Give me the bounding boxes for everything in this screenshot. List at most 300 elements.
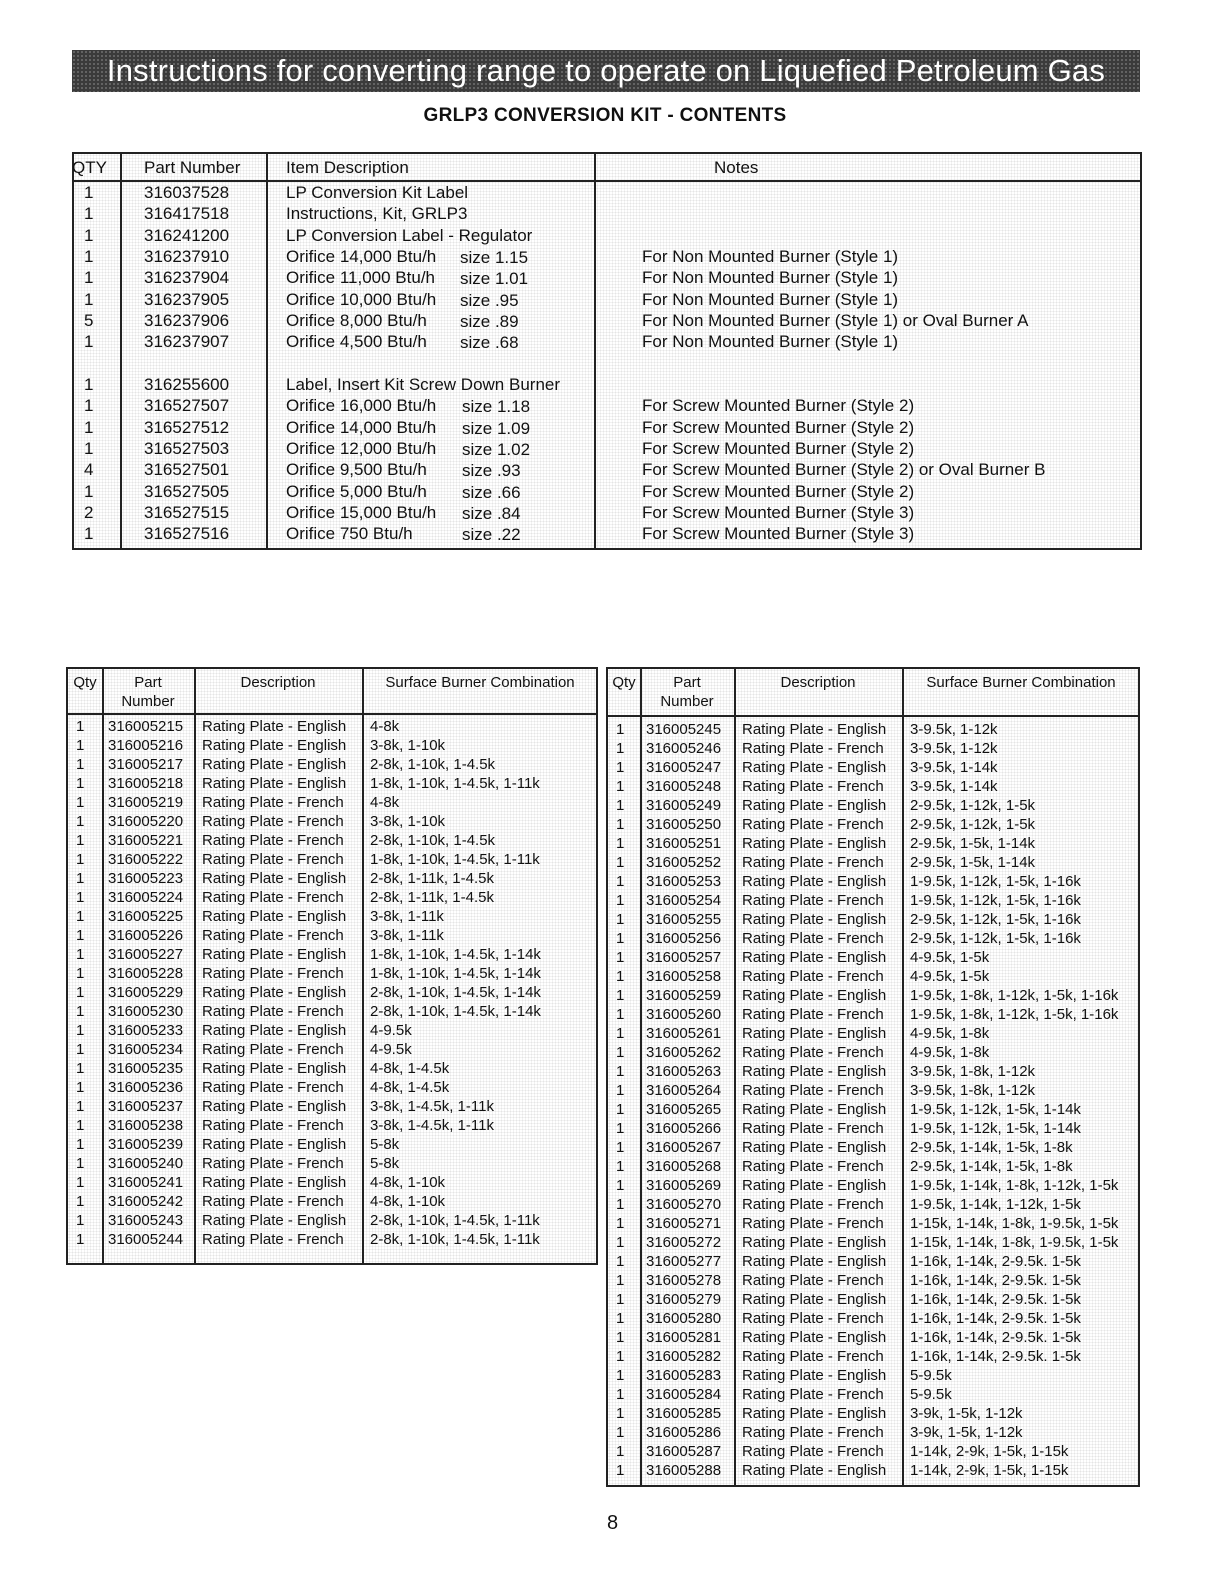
kit-qty-cell: 2: [84, 503, 94, 522]
kit-qty-cell: 1: [84, 183, 94, 202]
part-number-cell: 316005230: [108, 1003, 184, 1020]
description-cell: Rating Plate - English: [202, 756, 347, 773]
kit-description-cell: Orifice 14,000 Btu/h: [286, 418, 437, 437]
burner-combination-cell: 1-15k, 1-14k, 1-8k, 1-9.5k, 1-5k: [910, 1234, 1119, 1251]
burner-combination-cell: 4-9.5k: [370, 1041, 412, 1058]
description-cell: Rating Plate - English: [202, 775, 347, 792]
kit-part-number-cell: 316237905: [144, 290, 230, 309]
rating-plate-table-left: [66, 667, 598, 1265]
qty-cell: 1: [616, 1025, 625, 1042]
kit-part-number-cell: 316237906: [144, 311, 230, 330]
burner-combination-cell: 1-16k, 1-14k, 2-9.5k. 1-5k: [910, 1272, 1081, 1289]
kit-description-cell: LP Conversion Kit Label: [286, 183, 469, 202]
description-cell: Rating Plate - English: [202, 1060, 347, 1077]
part-number-cell: 316005242: [108, 1193, 184, 1210]
qty-cell: 1: [76, 775, 85, 792]
description-cell: Rating Plate - English: [202, 1022, 347, 1039]
burner-combination-cell: 2-9.5k, 1-14k, 1-5k, 1-8k: [910, 1158, 1073, 1175]
part-number-cell: 316005240: [108, 1155, 184, 1172]
burner-combination-cell: 3-8k, 1-11k: [370, 908, 444, 925]
table-row: [608, 1119, 1138, 1138]
table-row: [68, 1116, 596, 1135]
description-cell: Rating Plate - English: [742, 1234, 887, 1251]
header-part-number: [640, 673, 734, 711]
part-number-cell: 316005253: [646, 873, 722, 890]
burner-combination-cell: 3-8k, 1-4.5k, 1-11k: [370, 1098, 494, 1115]
part-number-cell: 316005282: [646, 1348, 722, 1365]
burner-combination-cell: 2-8k, 1-10k, 1-4.5k: [370, 756, 496, 773]
table-row: [68, 983, 596, 1002]
burner-combination-cell: 1-9.5k, 1-12k, 1-5k, 1-16k: [910, 873, 1081, 890]
kit-qty-cell: 1: [84, 268, 94, 287]
header-divider: [68, 713, 596, 715]
qty-cell: 1: [76, 832, 85, 849]
qty-cell: 1: [616, 1386, 625, 1403]
table-row: [608, 1176, 1138, 1195]
burner-combination-cell: 1-9.5k, 1-14k, 1-8k, 1-12k, 1-5k: [910, 1177, 1119, 1194]
kit-notes-cell: For Non Mounted Burner (Style 1): [642, 247, 899, 266]
description-cell: Rating Plate - English: [202, 718, 347, 735]
part-number-cell: 316005229: [108, 984, 184, 1001]
description-cell: Rating Plate - French: [202, 1041, 344, 1058]
part-number-cell: 316005249: [646, 797, 722, 814]
kit-contents-table: [72, 152, 1142, 550]
header-description: Description: [240, 674, 316, 691]
description-cell: Rating Plate - French: [202, 794, 344, 811]
burner-combination-cell: 3-8k, 1-10k: [370, 737, 446, 754]
kit-part-number-cell: 316527501: [144, 460, 230, 479]
table-row: [68, 1040, 596, 1059]
description-cell: Rating Plate - English: [202, 984, 347, 1001]
qty-cell: 1: [76, 984, 85, 1001]
qty-cell: 1: [76, 1193, 85, 1210]
part-number-cell: 316005278: [646, 1272, 722, 1289]
page-number: 8: [606, 1512, 619, 1534]
part-number-cell: 316005225: [108, 908, 184, 925]
kit-part-number-cell: 316255600: [144, 375, 230, 394]
burner-combination-cell: 1-16k, 1-14k, 2-9.5k. 1-5k: [910, 1253, 1081, 1270]
table-row: [608, 720, 1138, 739]
part-number-cell: 316005237: [108, 1098, 184, 1115]
kit-qty-cell: 1: [84, 226, 94, 245]
table-row: [608, 1442, 1138, 1461]
description-cell: Rating Plate - English: [742, 987, 887, 1004]
kit-qty-cell: 1: [84, 524, 94, 543]
burner-combination-cell: 1-16k, 1-14k, 2-9.5k. 1-5k: [910, 1329, 1081, 1346]
header-divider: [74, 180, 1140, 182]
page-banner: Instructions for converting range to operate on Liquefied Petroleum Gas: [72, 50, 1140, 92]
table-row: [68, 926, 596, 945]
description-cell: Rating Plate - English: [202, 1136, 347, 1153]
qty-cell: 1: [76, 1117, 85, 1134]
burner-combination-cell: 4-8k, 1-4.5k: [370, 1060, 450, 1077]
qty-cell: 1: [616, 1405, 625, 1422]
header-qty: Qty: [73, 674, 97, 691]
table-row: [68, 1173, 596, 1192]
header-part-line: Part: [673, 674, 701, 691]
table-row: [68, 1154, 596, 1173]
kit-qty-cell: 1: [84, 418, 94, 437]
description-cell: Rating Plate - English: [742, 1101, 887, 1118]
description-cell: Rating Plate - French: [742, 1082, 884, 1099]
qty-cell: 1: [76, 1212, 85, 1229]
description-cell: Rating Plate - French: [742, 1158, 884, 1175]
table-row: [608, 1100, 1138, 1119]
description-cell: Rating Plate - French: [202, 1193, 344, 1210]
qty-cell: 1: [76, 965, 85, 982]
kit-description-cell: Instructions, Kit, GRLP3: [286, 204, 468, 223]
qty-cell: 1: [616, 778, 625, 795]
qty-cell: 1: [76, 1041, 85, 1058]
header-qty: QTY: [72, 158, 107, 177]
table-row: [68, 907, 596, 926]
burner-combination-cell: 1-16k, 1-14k, 2-9.5k. 1-5k: [910, 1348, 1081, 1365]
description-cell: Rating Plate - English: [742, 1367, 887, 1384]
burner-combination-cell: 2-9.5k, 1-14k, 1-5k, 1-8k: [910, 1139, 1073, 1156]
description-cell: Rating Plate - French: [202, 965, 344, 982]
burner-combination-cell: 3-9.5k, 1-14k: [910, 778, 998, 795]
kit-part-number-cell: 316527503: [144, 439, 230, 458]
header-surface-burner-combination: Surface Burner Combination: [926, 674, 1116, 691]
burner-combination-cell: 1-8k, 1-10k, 1-4.5k, 1-11k: [370, 851, 540, 868]
table-row: [608, 1347, 1138, 1366]
part-number-cell: 316005254: [646, 892, 722, 909]
description-cell: Rating Plate - English: [202, 870, 347, 887]
burner-combination-cell: 5-9.5k: [910, 1386, 952, 1403]
table-row: [608, 1195, 1138, 1214]
description-cell: Rating Plate - French: [742, 1386, 884, 1403]
kit-qty-cell: 1: [84, 247, 94, 266]
kit-contents-title: GRLP3 CONVERSION KIT - CONTENTS: [423, 105, 787, 126]
qty-cell: 1: [616, 1215, 625, 1232]
kit-qty-cell: 1: [84, 290, 94, 309]
table-row: [68, 1230, 596, 1249]
table-row: [608, 739, 1138, 758]
part-number-cell: 316005220: [108, 813, 184, 830]
qty-cell: 1: [616, 1063, 625, 1080]
burner-combination-cell: 1-9.5k, 1-12k, 1-5k, 1-14k: [910, 1120, 1081, 1137]
kit-notes-cell: For Screw Mounted Burner (Style 2): [642, 482, 915, 501]
burner-combination-cell: 2-9.5k, 1-5k, 1-14k: [910, 854, 1036, 871]
burner-combination-cell: 1-8k, 1-10k, 1-4.5k, 1-14k: [370, 946, 541, 963]
table-row: [608, 1404, 1138, 1423]
table-row: [608, 1328, 1138, 1347]
description-cell: Rating Plate - French: [202, 927, 344, 944]
part-number-cell: 316005223: [108, 870, 184, 887]
table-row: [608, 1214, 1138, 1233]
description-cell: Rating Plate - French: [742, 1424, 884, 1441]
kit-part-number-cell: 316527507: [144, 396, 230, 415]
header-notes: Notes: [714, 158, 759, 177]
burner-combination-cell: 1-15k, 1-14k, 1-8k, 1-9.5k, 1-5k: [910, 1215, 1119, 1232]
burner-combination-cell: 1-9.5k, 1-12k, 1-5k, 1-14k: [910, 1101, 1081, 1118]
description-cell: Rating Plate - English: [742, 911, 887, 928]
part-number-cell: 316005235: [108, 1060, 184, 1077]
burner-combination-cell: 2-8k, 1-10k, 1-4.5k: [370, 832, 496, 849]
table-row: [608, 1423, 1138, 1442]
qty-cell: 1: [76, 851, 85, 868]
table-row: [68, 869, 596, 888]
description-cell: Rating Plate - French: [742, 1196, 884, 1213]
part-number-cell: 316005285: [646, 1405, 722, 1422]
kit-qty-cell: 1: [84, 396, 94, 415]
kit-description-cell: Orifice 14,000 Btu/h: [286, 247, 437, 266]
table-row: [608, 834, 1138, 853]
qty-cell: 1: [76, 927, 85, 944]
kit-orifice-size-cell: size 1.01: [460, 269, 529, 288]
description-cell: Rating Plate - French: [742, 854, 884, 871]
table-row: [608, 1366, 1138, 1385]
qty-cell: 1: [76, 1003, 85, 1020]
description-cell: Rating Plate - English: [742, 1329, 887, 1346]
table-row: [68, 888, 596, 907]
part-number-cell: 316005218: [108, 775, 184, 792]
kit-qty-cell: 1: [84, 482, 94, 501]
part-number-cell: 316005219: [108, 794, 184, 811]
part-number-cell: 316005263: [646, 1063, 722, 1080]
table-row: [608, 948, 1138, 967]
burner-combination-cell: 1-14k, 2-9k, 1-5k, 1-15k: [910, 1462, 1069, 1479]
table-row: [608, 1062, 1138, 1081]
part-number-cell: 316005255: [646, 911, 722, 928]
part-number-cell: 316005257: [646, 949, 722, 966]
description-cell: Rating Plate - English: [742, 721, 887, 738]
description-cell: Rating Plate - English: [742, 797, 887, 814]
kit-orifice-size-cell: size 1.18: [462, 397, 531, 416]
burner-combination-cell: 2-8k, 1-11k, 1-4.5k: [370, 870, 494, 887]
header-number-line: Number: [121, 693, 175, 710]
part-number-cell: 316005252: [646, 854, 722, 871]
kit-orifice-size-cell: size .89: [460, 312, 519, 331]
part-number-cell: 316005244: [108, 1231, 184, 1248]
kit-orifice-size-cell: size .95: [460, 291, 519, 310]
part-number-cell: 316005243: [108, 1212, 184, 1229]
part-number-cell: 316005238: [108, 1117, 184, 1134]
qty-cell: 1: [76, 889, 85, 906]
part-number-cell: 316005256: [646, 930, 722, 947]
description-cell: Rating Plate - English: [202, 946, 347, 963]
part-number-cell: 316005221: [108, 832, 184, 849]
burner-combination-cell: 3-9.5k, 1-8k, 1-12k: [910, 1063, 1036, 1080]
burner-combination-cell: 3-8k, 1-10k: [370, 813, 446, 830]
burner-combination-cell: 1-9.5k, 1-8k, 1-12k, 1-5k, 1-16k: [910, 987, 1119, 1004]
kit-qty-cell: 4: [84, 460, 94, 479]
description-cell: Rating Plate - English: [742, 835, 887, 852]
qty-cell: 1: [616, 1272, 625, 1289]
table-row: [608, 910, 1138, 929]
qty-cell: 1: [616, 892, 625, 909]
kit-part-number-cell: 316417518: [144, 204, 230, 223]
description-cell: Rating Plate - English: [742, 1291, 887, 1308]
burner-combination-cell: 3-8k, 1-11k: [370, 927, 444, 944]
description-cell: Rating Plate - French: [742, 1348, 884, 1365]
burner-combination-cell: 1-8k, 1-10k, 1-4.5k, 1-14k: [370, 965, 541, 982]
qty-cell: 1: [616, 1253, 625, 1270]
column-divider: [594, 154, 596, 548]
qty-cell: 1: [76, 718, 85, 735]
description-cell: Rating Plate - English: [742, 759, 887, 776]
qty-cell: 1: [76, 946, 85, 963]
qty-cell: 1: [616, 1310, 625, 1327]
table-row: [68, 1211, 596, 1230]
table-row: [608, 1024, 1138, 1043]
description-cell: Rating Plate - French: [202, 832, 344, 849]
description-cell: Rating Plate - French: [202, 1155, 344, 1172]
qty-cell: 1: [76, 1155, 85, 1172]
burner-combination-cell: 2-8k, 1-10k, 1-4.5k, 1-11k: [370, 1212, 540, 1229]
burner-combination-cell: 4-9.5k, 1-5k: [910, 968, 990, 985]
burner-combination-cell: 1-14k, 2-9k, 1-5k, 1-15k: [910, 1443, 1069, 1460]
kit-notes-cell: For Screw Mounted Burner (Style 2): [642, 439, 915, 458]
qty-cell: 1: [616, 1196, 625, 1213]
part-number-cell: 316005248: [646, 778, 722, 795]
kit-notes-cell: For Screw Mounted Burner (Style 2): [642, 396, 915, 415]
qty-cell: 1: [616, 816, 625, 833]
kit-part-number-cell: 316237907: [144, 332, 230, 351]
qty-cell: 1: [616, 968, 625, 985]
kit-notes-cell: For Screw Mounted Burner (Style 2) or Oval Burner B: [642, 460, 1046, 479]
table-row: [608, 1271, 1138, 1290]
column-divider: [266, 154, 268, 548]
burner-combination-cell: 1-9.5k, 1-12k, 1-5k, 1-16k: [910, 892, 1081, 909]
part-number-cell: 316005216: [108, 737, 184, 754]
table-row: [608, 1385, 1138, 1404]
part-number-cell: 316005287: [646, 1443, 722, 1460]
part-number-cell: 316005262: [646, 1044, 722, 1061]
table-row: [68, 812, 596, 831]
table-row: [68, 1002, 596, 1021]
kit-part-number-cell: 316527516: [144, 524, 230, 543]
kit-notes-cell: For Non Mounted Burner (Style 1) or Oval Burner A: [642, 311, 1029, 330]
part-number-cell: 316005233: [108, 1022, 184, 1039]
qty-cell: 1: [616, 1177, 625, 1194]
kit-notes-cell: For Screw Mounted Burner (Style 3): [642, 524, 915, 543]
kit-description-cell: Orifice 8,000 Btu/h: [286, 311, 427, 330]
kit-description-cell: Orifice 16,000 Btu/h: [286, 396, 437, 415]
burner-combination-cell: 2-8k, 1-11k, 1-4.5k: [370, 889, 494, 906]
kit-orifice-size-cell: size .22: [462, 525, 521, 544]
burner-combination-cell: 3-9.5k, 1-12k: [910, 740, 998, 757]
part-number-cell: 316005286: [646, 1424, 722, 1441]
part-number-cell: 316005236: [108, 1079, 184, 1096]
description-cell: Rating Plate - French: [742, 1215, 884, 1232]
burner-combination-cell: 4-9.5k, 1-8k: [910, 1025, 990, 1042]
table-row: [68, 1059, 596, 1078]
description-cell: Rating Plate - French: [202, 1117, 344, 1134]
part-number-cell: 316005234: [108, 1041, 184, 1058]
part-number-cell: 316005250: [646, 816, 722, 833]
table-row: [68, 1135, 596, 1154]
burner-combination-cell: 4-8k: [370, 718, 400, 735]
burner-combination-cell: 2-9.5k, 1-12k, 1-5k, 1-16k: [910, 930, 1081, 947]
table-row: [608, 853, 1138, 872]
qty-cell: 1: [616, 1234, 625, 1251]
burner-combination-cell: 3-9.5k, 1-14k: [910, 759, 998, 776]
part-number-cell: 316005251: [646, 835, 722, 852]
qty-cell: 1: [76, 1174, 85, 1191]
header-qty: Qty: [612, 674, 636, 691]
kit-orifice-size-cell: size .68: [460, 333, 519, 352]
burner-combination-cell: 2-9.5k, 1-12k, 1-5k, 1-16k: [910, 911, 1081, 928]
qty-cell: 1: [616, 930, 625, 947]
table-row: [68, 945, 596, 964]
header-part-number: Part Number: [144, 158, 241, 177]
kit-description-cell: Label, Insert Kit Screw Down Burner: [286, 375, 561, 394]
qty-cell: 1: [616, 987, 625, 1004]
part-number-cell: 316005269: [646, 1177, 722, 1194]
kit-part-number-cell: 316237910: [144, 247, 230, 266]
kit-orifice-size-cell: size .93: [462, 461, 521, 480]
qty-cell: 1: [76, 870, 85, 887]
table-row: [68, 964, 596, 983]
description-cell: Rating Plate - French: [202, 1079, 344, 1096]
qty-cell: 1: [76, 756, 85, 773]
description-cell: Rating Plate - French: [742, 740, 884, 757]
part-number-cell: 316005284: [646, 1386, 722, 1403]
header-part-line: Part: [134, 674, 162, 691]
kit-qty-cell: 1: [84, 204, 94, 223]
part-number-cell: 316005245: [646, 721, 722, 738]
description-cell: Rating Plate - French: [202, 889, 344, 906]
table-row: [608, 986, 1138, 1005]
burner-combination-cell: 5-8k: [370, 1155, 400, 1172]
table-row: [608, 1290, 1138, 1309]
burner-combination-cell: 3-9k, 1-5k, 1-12k: [910, 1424, 1023, 1441]
description-cell: Rating Plate - English: [202, 1174, 347, 1191]
description-cell: Rating Plate - French: [742, 1272, 884, 1289]
header-surface-burner-combination: Surface Burner Combination: [385, 674, 575, 691]
part-number-cell: 316005228: [108, 965, 184, 982]
burner-combination-cell: 1-9.5k, 1-8k, 1-12k, 1-5k, 1-16k: [910, 1006, 1119, 1023]
burner-combination-cell: 4-9.5k, 1-8k: [910, 1044, 990, 1061]
qty-cell: 1: [616, 1139, 625, 1156]
burner-combination-cell: 3-9k, 1-5k, 1-12k: [910, 1405, 1023, 1422]
burner-combination-cell: 2-8k, 1-10k, 1-4.5k, 1-14k: [370, 1003, 541, 1020]
description-cell: Rating Plate - French: [742, 1120, 884, 1137]
part-number-cell: 316005226: [108, 927, 184, 944]
qty-cell: 1: [616, 740, 625, 757]
kit-description-cell: Orifice 12,000 Btu/h: [286, 439, 437, 458]
description-cell: Rating Plate - French: [742, 816, 884, 833]
part-number-cell: 316005215: [108, 718, 184, 735]
table-row: [608, 815, 1138, 834]
table-row: [608, 929, 1138, 948]
kit-orifice-size-cell: size 1.02: [462, 440, 531, 459]
table-row: [68, 850, 596, 869]
kit-orifice-size-cell: size 1.15: [460, 248, 529, 267]
qty-cell: 1: [616, 1291, 625, 1308]
part-number-cell: 316005277: [646, 1253, 722, 1270]
qty-cell: 1: [616, 1367, 625, 1384]
description-cell: Rating Plate - English: [202, 908, 347, 925]
qty-cell: 1: [616, 797, 625, 814]
part-number-cell: 316005246: [646, 740, 722, 757]
burner-combination-cell: 1-16k, 1-14k, 2-9.5k. 1-5k: [910, 1291, 1081, 1308]
part-number-cell: 316005241: [108, 1174, 184, 1191]
burner-combination-cell: 2-9.5k, 1-12k, 1-5k: [910, 797, 1036, 814]
description-cell: Rating Plate - English: [202, 737, 347, 754]
table-row: [608, 1309, 1138, 1328]
part-number-cell: 316005261: [646, 1025, 722, 1042]
kit-notes-cell: For Screw Mounted Burner (Style 2): [642, 418, 915, 437]
qty-cell: 1: [76, 794, 85, 811]
table-row: [68, 774, 596, 793]
kit-description-cell: Orifice 11,000 Btu/h: [286, 268, 435, 287]
burner-combination-cell: 2-8k, 1-10k, 1-4.5k, 1-14k: [370, 984, 541, 1001]
part-number-cell: 316005270: [646, 1196, 722, 1213]
kit-orifice-size-cell: size 1.09: [462, 419, 531, 438]
description-cell: Rating Plate - English: [742, 1405, 887, 1422]
